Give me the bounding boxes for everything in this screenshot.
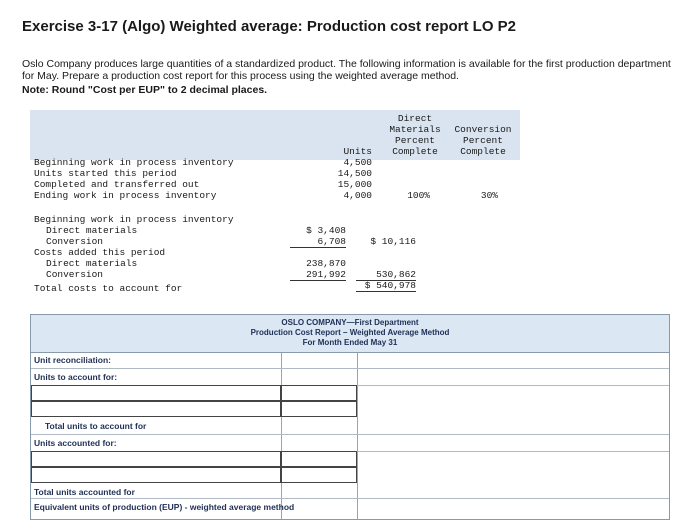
unit-row-value: 4,000 bbox=[343, 190, 372, 201]
row-divider bbox=[31, 368, 669, 369]
total-costs-label: Total costs to account for bbox=[34, 283, 183, 294]
beginning-total-value: $ 10,116 bbox=[370, 236, 416, 247]
report-period: For Month Ended May 31 bbox=[302, 338, 398, 347]
intro-text: Oslo Company produces large quantities of a standardized product. The following information is available for the first production department for May. Prepare a production cost report for this process using the weighted average method. bbox=[22, 58, 671, 82]
unit-row-label: Beginning work in process inventory bbox=[34, 157, 234, 168]
added-conv-value: 291,992 bbox=[290, 269, 346, 281]
row-divider bbox=[31, 498, 669, 499]
report-title: Production Cost Report – Weighted Average Method bbox=[250, 328, 450, 337]
added-dm-label: Direct materials bbox=[46, 258, 138, 269]
added-total-value: 530,862 bbox=[356, 269, 416, 281]
cost-conv-label: Conversion bbox=[46, 236, 104, 247]
rounding-note: Note: Round "Cost per EUP" to 2 decimal places. bbox=[22, 84, 268, 96]
conv-header-line3: Complete bbox=[460, 146, 506, 157]
conv-header-line1: Conversion bbox=[454, 124, 512, 135]
unit-row-value: 4,500 bbox=[343, 157, 372, 168]
added-dm-value: 238,870 bbox=[306, 258, 346, 269]
cost-dm-label: Direct materials bbox=[46, 225, 138, 236]
dm-header-line2: Materials bbox=[389, 124, 441, 135]
dm-header-line3: Percent bbox=[395, 135, 435, 146]
row-divider bbox=[31, 434, 669, 435]
dm-header-line4: Complete bbox=[392, 146, 438, 157]
unit-row-label: Units started this period bbox=[34, 168, 177, 179]
total-units-accounted-for-label: Total units accounted for bbox=[34, 487, 135, 497]
units-accounted-for-input-1[interactable] bbox=[31, 451, 281, 467]
unit-row-value: 15,000 bbox=[337, 179, 372, 190]
given-data-table bbox=[30, 110, 520, 296]
unit-row-value: 14,500 bbox=[337, 168, 372, 179]
units-accounted-for-label: Units accounted for: bbox=[34, 438, 117, 448]
units-accounted-for-input-2[interactable] bbox=[31, 467, 281, 483]
eup-label: Equivalent units of production (EUP) - weighted average method bbox=[34, 502, 295, 512]
units-accounted-for-amount-2[interactable] bbox=[281, 467, 357, 483]
cost-dm-value: $ 3,408 bbox=[306, 225, 346, 236]
total-units-to-account-for-label: Total units to account for bbox=[45, 421, 147, 431]
units-to-account-for-amount-2[interactable] bbox=[281, 401, 357, 417]
ending-dm-percent: 100% bbox=[407, 190, 430, 201]
units-to-account-for-input-1[interactable] bbox=[31, 385, 281, 401]
conv-header-line2: Percent bbox=[463, 135, 503, 146]
added-conv-label: Conversion bbox=[46, 269, 104, 280]
page-title: Exercise 3-17 (Algo) Weighted average: Production cost report LO P2 bbox=[22, 18, 517, 35]
unit-row-label: Completed and transferred out bbox=[34, 179, 200, 190]
costs-added-label: Costs added this period bbox=[34, 247, 166, 258]
report-company: OSLO COMPANY—First Department bbox=[281, 318, 419, 327]
unit-row-label: Ending work in process inventory bbox=[34, 190, 217, 201]
cost-conv-value: 6,708 bbox=[290, 236, 346, 248]
units-to-account-for-label: Units to account for: bbox=[34, 372, 118, 382]
total-costs-value: $ 540,978 bbox=[356, 280, 416, 292]
ending-conv-percent: 30% bbox=[480, 190, 498, 201]
units-to-account-for-input-2[interactable] bbox=[31, 401, 281, 417]
unit-reconciliation-label: Unit reconciliation: bbox=[34, 355, 111, 365]
dm-header-line1: Direct bbox=[397, 113, 433, 124]
cost-beginning-label: Beginning work in process inventory bbox=[34, 214, 234, 225]
units-to-account-for-amount-1[interactable] bbox=[281, 385, 357, 401]
production-cost-report bbox=[30, 314, 670, 520]
units-accounted-for-amount-1[interactable] bbox=[281, 451, 357, 467]
units-header: Units bbox=[343, 146, 372, 157]
report-header bbox=[31, 315, 669, 353]
